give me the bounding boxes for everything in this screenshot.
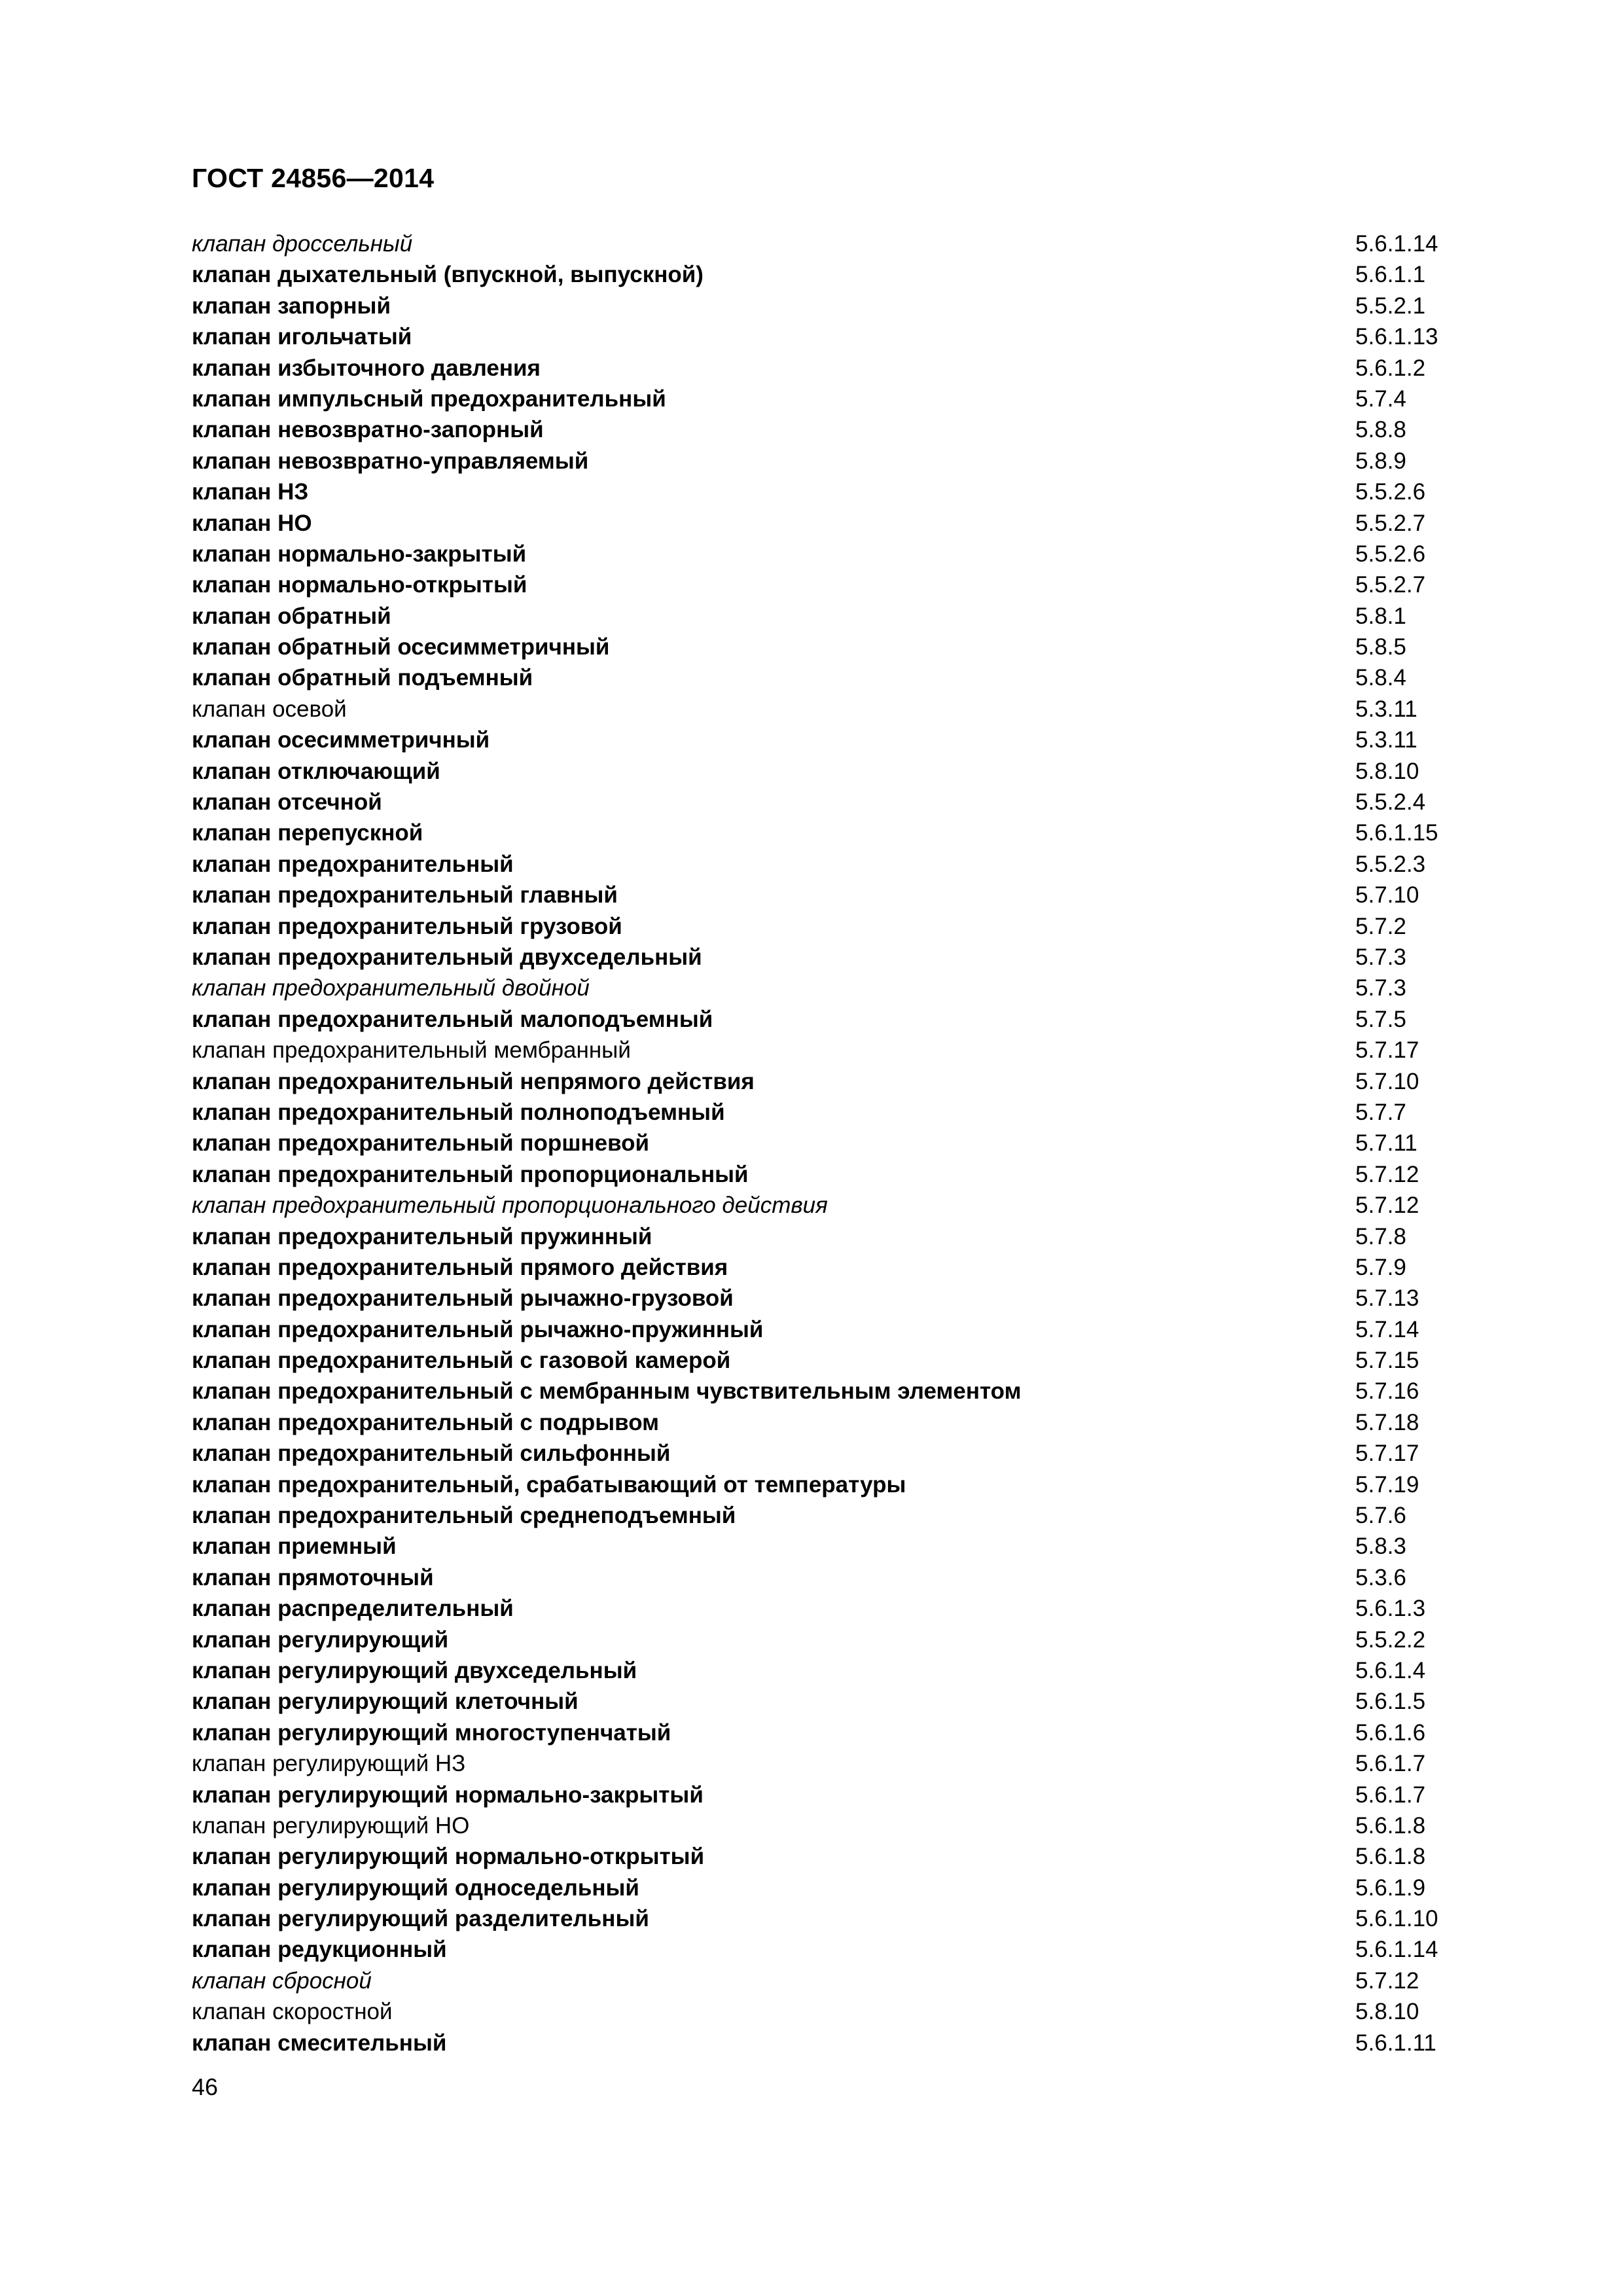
index-term: клапан предохранительный с мембранным чувствительным элементом [192,1378,1022,1405]
index-term: клапан предохранительный среднеподъемный [192,1503,736,1529]
index-entry [192,1252,1474,1283]
index-term: клапан нормально-закрытый [192,541,527,567]
section-reference: 5.7.5 [1355,1006,1406,1032]
index-term: клапан приемный [192,1534,397,1560]
index-term: клапан дыхательный (впускной, выпускной) [192,262,704,288]
section-reference: 5.7.10 [1355,1068,1419,1094]
section-reference: 5.7.2 [1355,913,1406,939]
index-term: клапан отсечной [192,789,382,816]
index-term: клапан предохранительный грузовой [192,913,622,939]
index-term: клапан осевой [192,696,347,722]
index-entry [192,756,1474,787]
index-entry [192,662,1474,693]
section-reference: 5.7.6 [1355,1503,1406,1529]
index-entry [192,384,1474,414]
index-term: клапан перепускной [192,820,423,846]
index-term: клапан предохранительный полноподъемный [192,1099,725,1125]
section-reference: 5.7.10 [1355,882,1419,908]
section-reference: 5.7.19 [1355,1471,1419,1498]
section-reference: 5.5.2.7 [1355,510,1426,536]
index-entry [192,228,1474,259]
index-entry [192,1873,1474,1903]
section-reference: 5.8.8 [1355,417,1406,443]
index-term: клапан невозвратно-запорный [192,417,544,443]
index-term: клапан предохранительный рычажно-грузовой [192,1285,734,1312]
index-term: клапан отключающий [192,758,440,784]
index-term: клапан предохранительный главный [192,882,618,908]
index-term: клапан НЗ [192,479,309,505]
index-term: клапан обратный осесимметричный [192,634,610,660]
section-reference: 5.6.1.8 [1355,1844,1426,1870]
section-reference: 5.8.3 [1355,1534,1406,1560]
index-entry [192,1500,1474,1531]
index-term: клапан предохранительный сильфонный [192,1441,671,1467]
index-term: клапан предохранительный двойной [192,975,590,1001]
index-entry [192,1376,1474,1407]
index-term: клапан регулирующий двухседельный [192,1657,637,1683]
section-reference: 5.7.11 [1355,1130,1418,1157]
index-term: клапан предохранительный непрямого действия [192,1068,755,1094]
index-entry [192,1128,1474,1158]
index-entry [192,1190,1474,1221]
index-entry [192,911,1474,942]
index-entry [192,1097,1474,1128]
index-term: клапан обратный подъемный [192,665,533,691]
index-entry [192,725,1474,755]
index-term: клапан регулирующий нормально-закрытый [192,1782,704,1808]
index-term: клапан предохранительный, срабатывающий от температуры [192,1471,906,1498]
section-reference: 5.6.1.4 [1355,1657,1426,1683]
index-entry [192,1965,1474,1996]
index-entry [192,1593,1474,1624]
index-term: клапан предохранительный пропорциональный [192,1161,749,1187]
index-term: клапан предохранительный [192,851,514,877]
index-entry [192,1748,1474,1779]
index-entry [192,2028,1474,2058]
index-entry [192,1283,1474,1314]
index-entry [192,1221,1474,1252]
index-entry [192,569,1474,600]
section-reference: 5.7.12 [1355,1193,1419,1219]
index-entry [192,476,1474,507]
index-entry [192,1345,1474,1376]
index-entry [192,1780,1474,1810]
section-reference: 5.3.11 [1355,696,1418,722]
index-entry [192,787,1474,817]
section-reference: 5.6.1.6 [1355,1719,1426,1746]
index-term: клапан скоростной [192,1999,393,2025]
index-term: клапан предохранительный двухседельный [192,944,702,970]
index-entry [192,1996,1474,2027]
section-reference: 5.5.2.7 [1355,572,1426,598]
index-entry [192,1934,1474,1965]
index-term: клапан предохранительный пружинный [192,1223,652,1249]
index-term: клапан регулирующий НО [192,1812,470,1839]
document-header: ГОСТ 24856—2014 [192,163,435,193]
index-entry [192,1810,1474,1841]
index-term: клапан регулирующий НЗ [192,1751,466,1777]
section-reference: 5.7.9 [1355,1254,1406,1280]
index-term: клапан редукционный [192,1937,447,1963]
section-reference: 5.6.1.14 [1355,231,1438,257]
index-entry [192,1066,1474,1097]
index-entry [192,601,1474,632]
index-term: клапан нормально-открытый [192,572,527,598]
section-reference: 5.8.10 [1355,1999,1419,2025]
index-term: клапан предохранительный мембранный [192,1037,631,1064]
section-reference: 5.7.17 [1355,1037,1419,1064]
index-term: клапан регулирующий разделительный [192,1906,649,1932]
section-reference: 5.6.1.5 [1355,1689,1426,1715]
index-entry [192,1035,1474,1066]
index-term: клапан сбросной [192,1967,372,1994]
index-entry [192,321,1474,352]
index-entry [192,1314,1474,1345]
index-entry [192,353,1474,384]
index-term: клапан регулирующий многоступенчатый [192,1719,671,1746]
section-reference: 5.5.2.4 [1355,789,1426,816]
section-reference: 5.7.12 [1355,1967,1419,1994]
index-entry [192,973,1474,1003]
index-term: клапан обратный [192,603,391,629]
index-term: клапан предохранительный с газовой камерой [192,1348,731,1374]
index-entry [192,1624,1474,1655]
index-entry [192,539,1474,569]
index-term: клапан регулирующий односедельный [192,1874,639,1901]
index-entry [192,817,1474,848]
section-reference: 5.5.2.2 [1355,1626,1426,1653]
index-entry [192,446,1474,476]
section-reference: 5.6.1.11 [1355,2030,1436,2056]
index-term: клапан распределительный [192,1596,514,1622]
index-term: клапан регулирующий [192,1626,449,1653]
section-reference: 5.7.3 [1355,975,1406,1001]
section-reference: 5.7.4 [1355,386,1406,412]
section-reference: 5.6.1.8 [1355,1812,1426,1839]
index-entry [192,1903,1474,1934]
section-reference: 5.7.8 [1355,1223,1406,1249]
section-reference: 5.7.17 [1355,1441,1419,1467]
section-reference: 5.7.14 [1355,1316,1419,1342]
index-term: клапан предохранительный прямого действия [192,1254,728,1280]
index-term: клапан дроссельный [192,231,413,257]
index-entry [192,291,1474,321]
term-index-list [192,228,1474,2058]
section-reference: 5.6.1.3 [1355,1596,1426,1622]
index-term: клапан невозвратно-управляемый [192,448,589,474]
index-term: клапан предохранительный пропорционального действия [192,1193,828,1219]
section-reference: 5.6.1.15 [1355,820,1438,846]
section-reference: 5.7.12 [1355,1161,1419,1187]
section-reference: 5.6.1.7 [1355,1782,1426,1808]
section-reference: 5.7.3 [1355,944,1406,970]
index-entry [192,849,1474,880]
index-term: клапан предохранительный малоподъемный [192,1006,713,1032]
section-reference: 5.8.9 [1355,448,1406,474]
index-entry [192,414,1474,445]
section-reference: 5.7.7 [1355,1099,1406,1125]
section-reference: 5.5.2.3 [1355,851,1426,877]
section-reference: 5.6.1.10 [1355,1906,1438,1932]
index-term: клапан прямоточный [192,1564,434,1590]
index-entry [192,880,1474,910]
index-term: клапан осесимметричный [192,727,490,753]
section-reference: 5.6.1.9 [1355,1874,1426,1901]
index-term: клапан регулирующий клеточный [192,1689,579,1715]
section-reference: 5.6.1.1 [1355,262,1426,288]
section-reference: 5.6.1.13 [1355,324,1438,350]
index-entry [192,1562,1474,1593]
section-reference: 5.3.11 [1355,727,1418,753]
section-reference: 5.8.1 [1355,603,1406,629]
index-entry [192,942,1474,973]
index-term: клапан смесительный [192,2030,447,2056]
index-entry [192,1531,1474,1562]
index-term: клапан импульсный предохранительный [192,386,666,412]
page-number: 46 [192,2073,219,2100]
section-reference: 5.3.6 [1355,1564,1406,1590]
section-reference: 5.6.1.2 [1355,355,1426,381]
index-term: клапан предохранительный рычажно-пружинный [192,1316,764,1342]
section-reference: 5.5.2.1 [1355,293,1426,319]
index-entry [192,632,1474,662]
section-reference: 5.7.15 [1355,1348,1419,1374]
index-entry [192,1159,1474,1190]
section-reference: 5.5.2.6 [1355,479,1426,505]
section-reference: 5.8.10 [1355,758,1419,784]
index-entry [192,1438,1474,1469]
section-reference: 5.7.18 [1355,1409,1419,1435]
index-term: клапан избыточного давления [192,355,541,381]
index-term: клапан предохранительный поршневой [192,1130,650,1157]
index-entry [192,694,1474,725]
index-term: клапан предохранительный с подрывом [192,1409,660,1435]
section-reference: 5.5.2.6 [1355,541,1426,567]
section-reference: 5.8.4 [1355,665,1406,691]
index-entry [192,259,1474,290]
index-term: клапан запорный [192,293,391,319]
section-reference: 5.6.1.14 [1355,1937,1438,1963]
section-reference: 5.7.16 [1355,1378,1419,1405]
index-entry [192,1655,1474,1686]
index-term: клапан НО [192,510,312,536]
section-reference: 5.7.13 [1355,1285,1419,1312]
index-entry [192,1407,1474,1438]
index-term: клапан игольчатый [192,324,412,350]
section-reference: 5.6.1.7 [1355,1751,1426,1777]
section-reference: 5.8.5 [1355,634,1406,660]
index-entry [192,508,1474,539]
index-entry [192,1469,1474,1500]
index-term: клапан регулирующий нормально-открытый [192,1844,705,1870]
index-entry [192,1686,1474,1717]
index-entry [192,1841,1474,1872]
index-entry [192,1717,1474,1748]
index-entry [192,1004,1474,1035]
